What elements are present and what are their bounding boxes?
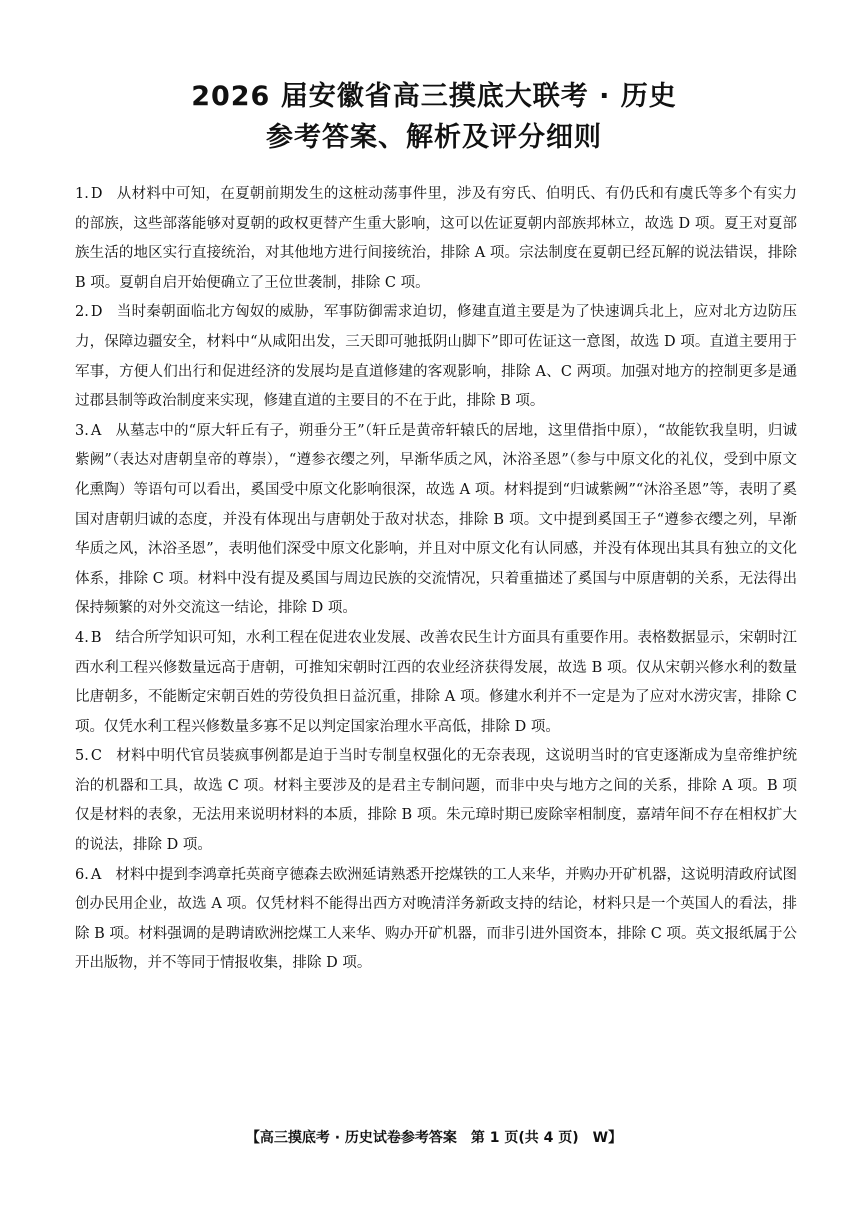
answer-list xyxy=(75,180,797,979)
answer-item-6 xyxy=(75,861,797,979)
item-answer-letter: B xyxy=(90,629,102,646)
page-title: 2026 届安徽省高三摸底大联考 · 历史 xyxy=(191,81,677,112)
item-number: 3. xyxy=(75,422,89,439)
answer-item-4 xyxy=(75,624,797,742)
answer-item-1 xyxy=(75,180,797,298)
page-footer: 【高三摸底考 · 历史试卷参考答案 第 1 页(共 4 页) W】 xyxy=(245,1130,623,1146)
item-answer-letter: D xyxy=(90,304,103,321)
item-number: 5. xyxy=(75,748,89,765)
item-answer-letter: D xyxy=(90,186,103,202)
item-answer-letter: C xyxy=(90,748,102,765)
item-answer-letter: A xyxy=(90,866,102,883)
item-answer-letter: A xyxy=(90,422,102,439)
item-explanation: 材料中提到李鸿章托英商亨德森去欧洲延请熟悉开挖煤铁的工人来华，并购办开矿机器，这说明清政府试图创办民用企业，故选 A 项。仅凭材料不能得出西方对晚清洋务新政支持的结论，材料只是一个英国人的看法，排除 B 项。材料强调的是聘请欧洲挖煤工人来华、购办开矿机器，而非引进外国资本，排除 C 项。英文报纸属于公开出版物，并不等同于情报收集，排除 D 项。 xyxy=(75,866,797,972)
item-number: 4. xyxy=(75,629,89,646)
answer-item-3 xyxy=(75,417,797,624)
item-number: 6. xyxy=(75,866,89,883)
answer-item-2 xyxy=(75,298,797,416)
item-number: 2. xyxy=(75,304,89,321)
page-subtitle: 参考答案、解析及评分细则 xyxy=(266,122,602,153)
item-explanation: 结合所学知识可知，水利工程在促进农业发展、改善农民生计方面具有重要作用。表格数据显示，宋朝时江西水利工程兴修数量远高于唐朝，可推知宋朝时江西的农业经济获得发展，故选 B 项。仅从宋朝兴修水利的数量比唐朝多，不能断定宋朝百姓的劳役负担日益沉重，排除 A 项。修建水利并不一定是为了应对水涝灾害，排除 C 项。仅凭水利工程兴修数量多寡不足以判定国家治理水平高低，排除 D 项。 xyxy=(75,629,797,735)
item-number: 1. xyxy=(75,186,89,202)
item-explanation: 材料中明代官员装疯事例都是迫于当时专制皇权强化的无奈表现，这说明当时的官吏逐渐成为皇帝维护统治的机器和工具，故选 C 项。材料主要涉及的是君主专制问题，而非中央与地方之间的关系，排除 A 项。B 项仅是材料的表象，无法用来说明材料的本质，排除 B 项。朱元璋时期已废除宰相制度，嘉靖年间不存在相权扩大的说法，排除 D 项。 xyxy=(75,748,797,854)
item-explanation: 从材料中可知，在夏朝前期发生的这桩动荡事件里，涉及有穷氏、伯明氏、有仍氏和有虞氏等多个有实力的部族，这些部落能够对夏朝的政权更替产生重大影响，这可以佐证夏朝内部族邦林立，故选 D 项。夏王对夏部族生活的地区实行直接统治，对其他地方进行间接统治，排除 A 项。宗法制度在夏朝已经瓦解的说法错误，排除 B 项。夏朝自启开始便确立了王位世袭制，排除 C 项。 xyxy=(75,186,797,291)
answer-item-5 xyxy=(75,742,797,860)
item-explanation: 从墓志中的“原大轩丘有子，朔垂分王”（轩丘是黄帝轩辕氏的居地，这里借指中原），“故能钦我皇明，归诚紫阙”（表达对唐朝皇帝的尊崇），“遵参衣缨之列，早渐华质之风，沐浴圣恩”（参与中原文化的礼仪，受到中原文化熏陶）等语句可以看出，奚国受中原文化影响很深，故选 A 项。材料提到“归诚紫阙”“沐浴圣恩”等，表明了奚国对唐朝归诚的态度，并没有体现出与唐朝处于敌对状态，排除 B 项。文中提到奚国王子“遵参衣缨之列，早渐华质之风，沐浴圣恩”，表明他们深受中原文化影响，并且对中原文化有认同感，并没有体现出其具有独立的文化体系，排除 C 项。材料中没有提及奚国与周边民族的交流情况，只着重描述了奚国与中原唐朝的关系，无法得出保持频繁的对外交流这一结论，排除 D 项。 xyxy=(75,422,797,617)
item-explanation: 当时秦朝面临北方匈奴的威胁，军事防御需求迫切，修建直道主要是为了快速调兵北上，应对北方边防压力，保障边疆安全，材料中“从咸阳出发，三天即可驰抵阴山脚下”即可佐证这一意图，故选 D 项。直道主要用于军事，方便人们出行和促进经济的发展均是直道修建的客观影响，排除 A、C 两项。加强对地方的控制更多是通过郡县制等政治制度来实现，修建直道的主要目的不在于此，排除 B 项。 xyxy=(75,304,797,410)
